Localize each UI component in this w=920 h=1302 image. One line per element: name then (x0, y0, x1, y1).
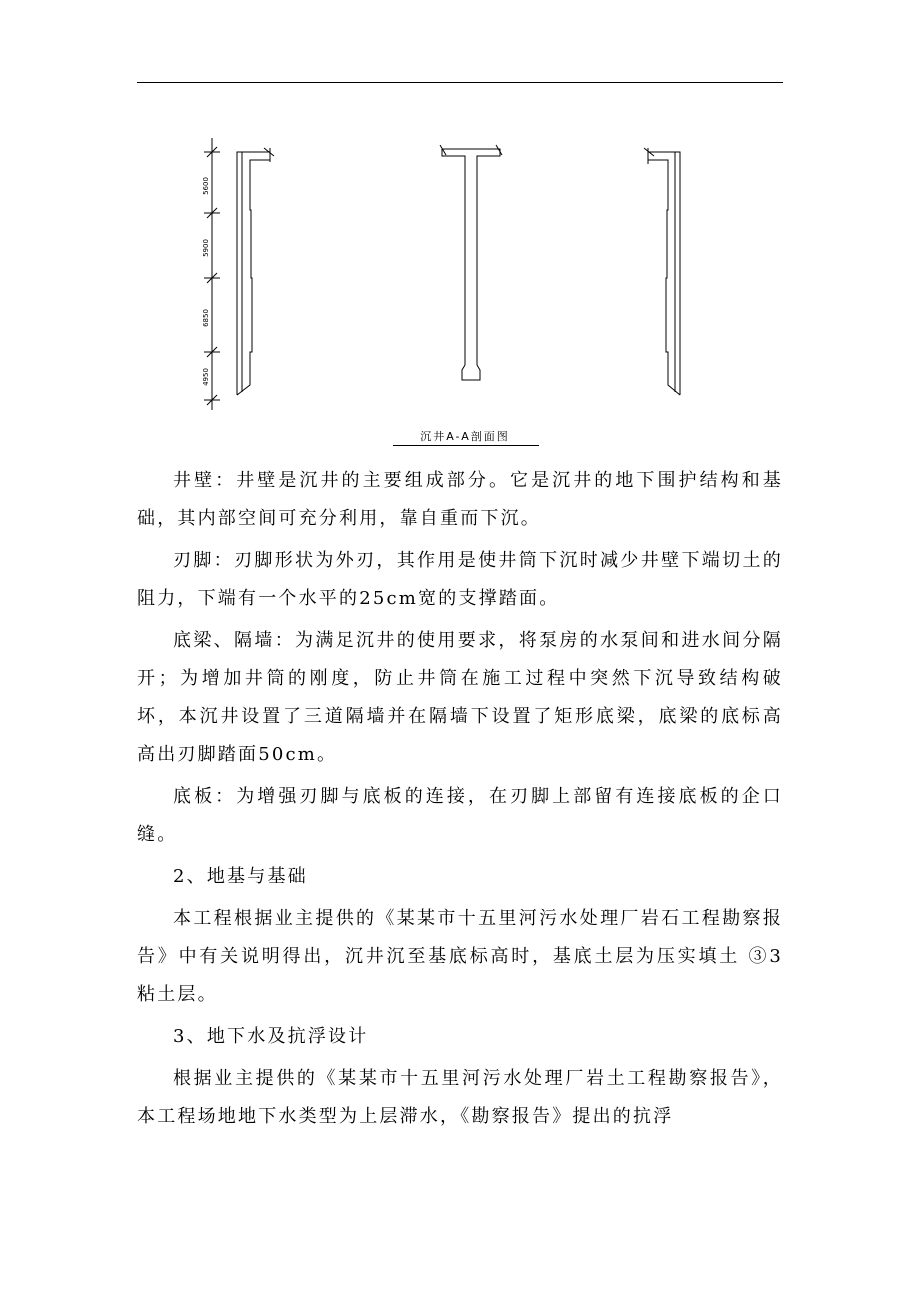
caption-underline (393, 445, 539, 446)
dimension-label: 4950 (202, 368, 210, 386)
section-heading-foundation: 2、地基与基础 (173, 866, 308, 887)
paragraph-bottom-slab: 底板：为增强刃脚与底板的连接，在刃脚上部留有连接底板的企口缝。 (137, 786, 783, 845)
header-rule (137, 82, 783, 83)
paragraph-well-wall: 井壁：井壁是沉井的主要组成部分。它是沉井的地下围护结构和基础，其内部空间可充分利用，靠自重而下沉。 (137, 470, 783, 529)
caisson-section-figure (190, 130, 710, 420)
paragraph-groundwater: 根据业主提供的《某某市十五里河污水处理厂岩土工程勘察报告》，本工程场地地下水类型为上层滞水，《勘察报告》提出的抗浮 (137, 1068, 783, 1127)
section-heading-groundwater: 3、地下水及抗浮设计 (173, 1026, 369, 1047)
dimension-label: 5900 (202, 239, 210, 257)
paragraph-foundation: 本工程根据业主提供的《某某市十五里河污水处理厂岩石工程勘察报告》中有关说明得出，沉井沉至基底标高时，基底土层为压实填土 ③3 粘土层。 (137, 908, 783, 1005)
dimension-label: 6850 (202, 309, 210, 327)
dimension-label: 5600 (202, 177, 210, 195)
paragraph-cutting-edge: 刃脚：刃脚形状为外刃，其作用是使井筒下沉时减少井壁下端切土的阻力，下端有一个水平的25cm宽的支撑踏面。 (137, 550, 783, 609)
body-text (137, 462, 783, 1140)
figure-caption: 沉井A-A剖面图 (420, 430, 510, 443)
paragraph-beams-partitions: 底梁、隔墙：为满足沉井的使用要求，将泵房的水泵间和进水间分隔开；为增加井筒的刚度，防止井筒在施工过程中突然下沉导致结构破坏，本沉井设置了三道隔墙并在隔墙下设置了矩形底梁，底梁的底标高高出刃脚踏面50cm。 (137, 630, 783, 765)
